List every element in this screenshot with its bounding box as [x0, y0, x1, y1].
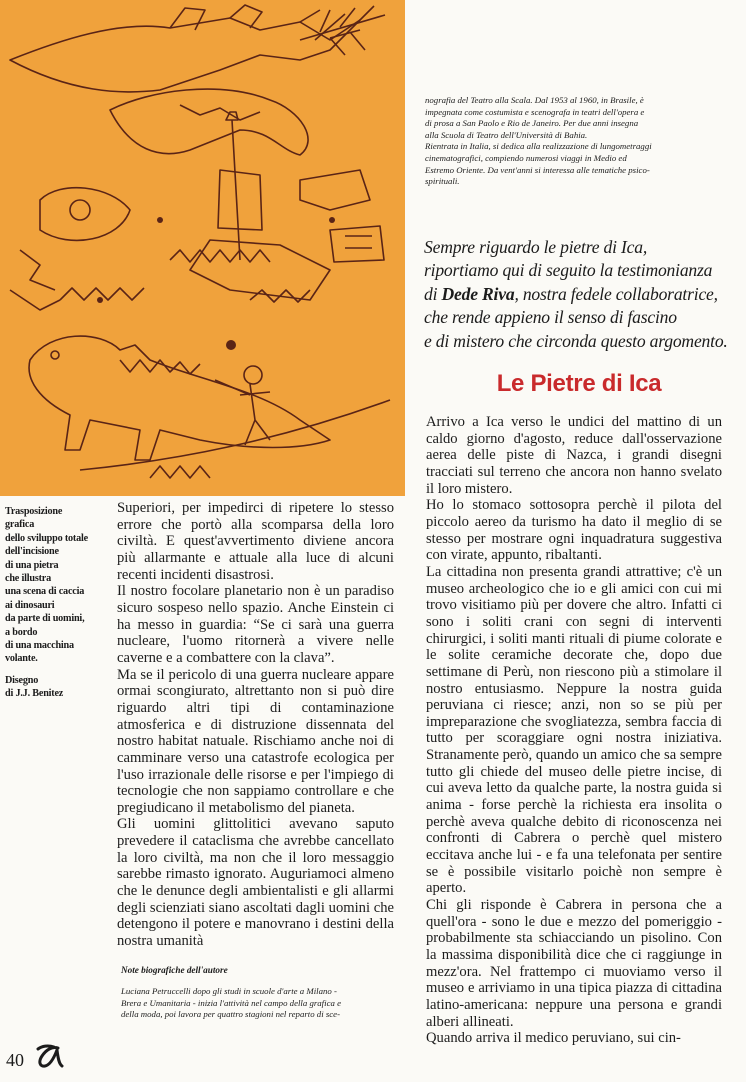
- caption-line: una scena di caccia: [5, 586, 85, 598]
- bio-line: impegnata come costumista e scenografa in teatri dell'opera e: [425, 106, 645, 117]
- bio-line: della moda, poi lavora per quattro stagioni nel reparto di sce-: [121, 1009, 341, 1020]
- paragraph: Il nostro focolare planetario non è un paradiso sicuro sospeso nello spazio. Anche Einstein ci ha messo in guardia: “Se ci sarà una guerra nucleare, l'uomo ritornerà a vivere nelle caverne e a combattere con la clava”.: [117, 583, 394, 666]
- caption-line: volante.: [5, 653, 38, 665]
- intro-line: e di mistero che circonda questo argomento.: [424, 330, 728, 351]
- stone-engraving-illustration: [0, 0, 405, 496]
- intro-line: Sempre riguardo le pietre di Ica,: [424, 237, 648, 257]
- right-text-column: [426, 414, 722, 1047]
- article-title: Le Pietre di Ica: [496, 370, 662, 397]
- bio-line: Luciana Petruccelli dopo gli studi in scuole d'arte a Milano -: [121, 986, 337, 996]
- bio-line: alla Scuola di Teatro dell'Università di Bahia.: [425, 129, 588, 140]
- paragraph: Ma se il pericolo di una guerra nucleare appare ormai scongiurato, altrettanto non si può dire riguardo altri tipi di contaminazione atmosferica e di distruzione dissennata del nostro habitat natuale. Rischiamo anche noi di camminare verso una catastrofe ecologica per l'uso irrazionale delle risorse e per l'impiego di tecnologie che non sappiamo controllare e che pregiudicano il metabolismo del pianeta.: [117, 666, 394, 816]
- caption-line: dello sviluppo totale: [5, 532, 88, 544]
- author-bio: [121, 986, 391, 1021]
- author-bio-continued: [425, 95, 718, 188]
- dinosaur-hunt-drawing: [0, 0, 405, 496]
- bio-line: Estremo Oriente. Da vent'anni si interessa alle tematiche psico-: [425, 164, 650, 175]
- left-text-column: [117, 500, 394, 950]
- paragraph: Arrivo a Ica verso le undici del mattino di un caldo giorno d'agosto, reduce dall'osservazione aerea delle piste di Nazca, i grandi disegni tracciati sul terreno che ancora non hanno svelato il loro mistero.: [426, 414, 722, 497]
- caption-line: di una macchina: [5, 640, 74, 652]
- paragraph: Superiori, per impedirci di ripetere lo stesso errore che portò alla scomparsa della loro civiltà. E quest'avvertimento diviene ancora più allarmante e attuale alla luce di alcuni recenti incidenti disastrosi.: [117, 500, 394, 583]
- caption-line: ai dinosauri: [5, 599, 55, 611]
- intro-line: che rende appieno il senso di fascino: [424, 307, 677, 328]
- bio-heading: Note biografiche dell'autore: [121, 965, 228, 975]
- intro-text: di: [424, 283, 442, 304]
- bio-line: spirituali.: [425, 176, 460, 187]
- page-number: 40: [6, 1050, 24, 1070]
- paragraph: Gli uomini glittolitici avevano saputo prevedere il cataclisma che avrebbe cancellato la loro civiltà, ma non che il loro messaggio sarebbe rimasto ignorato. Auguriamoci almeno che le denunce degli ambientalisti e gli allarmi degli scienziati siano ascoltati dagli uomini che detengono il potere e manovrano i destini della nostra umanità: [117, 816, 394, 950]
- caption-line: dell'incisione: [5, 546, 59, 558]
- intro-line: [424, 283, 734, 306]
- bio-line: Brera e Umanitaria - inizia l'attività nel campo della grafica e: [121, 997, 341, 1008]
- bio-line: cinematografici, compiendo numerosi viaggi in Medio ed: [425, 152, 627, 163]
- paragraph: Quando arriva il medico peruviano, sui cin-: [426, 1030, 681, 1047]
- caption-line: da parte di uomini,: [5, 613, 85, 625]
- caption-line: che illustra: [5, 573, 51, 585]
- collaborator-name: Dede Riva: [441, 283, 515, 304]
- caption-line: a bordo: [5, 626, 38, 638]
- alpha-logo-icon: [32, 1040, 64, 1070]
- caption-credit: Disegno: [5, 674, 39, 686]
- paragraph: La cittadina non presenta grandi attrattive; c'è un museo archeologico che io e gli amici con cui mi trovo visitiamo più per dovere che altro. Infatti ci sono i soliti crani con segni di interventi chirurgici, i soliti manti rituali di piume colorate e le solite ceramiche decorate che, dopo due settimane di Perù, non riescono più a stimolare il nostro entusiasmo. Neppure la nostra guida peruviana ci riesce; anzi, non so se più per impreparazione che svogliatezza, sembra faccia di tutto per scoraggiare ogni nostra iniziativa. Stranamente però, quando un amico che sa sempre tutto gli chiede del museo delle pietre incise, di cui aveva letto da qualche parte, la nostra guida si anima - forse perchè la richiesta era insolita o perchè aveva qualche debito di riconoscenza nei confronti di Cabrera o perchè quel mistero eccitava anche lui - e fa una telefonata per sentire se è possibile visitarlo poichè non sempre è aperto.: [426, 563, 722, 897]
- caption-line: Trasposizione: [5, 506, 63, 517]
- bio-line: nografia del Teatro alla Scala. Dal 1953 al 1960, in Brasile, è: [425, 95, 644, 105]
- intro-text: , nostra fedele collaboratrice,: [514, 283, 718, 304]
- illustration-caption: [5, 505, 97, 701]
- caption-credit: di J.J. Benitez: [5, 688, 64, 700]
- caption-line: di una pietra: [5, 559, 59, 571]
- paragraph: Chi gli risponde è Cabrera in persona che a quell'ora - sono le due e mezzo del pomeriggio - probabilmente sta schiacciando un pisolino. Con la massima disponibilità dice che ci raggiunge in mezz'ora. Nel frattempo ci muoviamo verso il museo e arriviamo in una tipica piazza di cittadina latino-americana: neppure una persona e grandi alberi allineati.: [426, 897, 722, 1030]
- bio-line: Rientrata in Italia, si dedica alla realizzazione di lungometraggi: [425, 141, 652, 152]
- caption-line: grafica: [5, 519, 35, 531]
- bio-line: di prosa a San Paolo e Rio de Janeiro. Per due anni insegna: [425, 118, 639, 129]
- intro-line: riportiamo qui di seguito la testimonianza: [424, 260, 713, 281]
- article-intro: [424, 236, 734, 353]
- paragraph: Ho lo stomaco sottosopra perchè il pilota del piccolo aereo da turismo ha dato il meglio di se stesso per mostrare ogni inquadratura suggestiva con virate, appunto, ribaltanti.: [426, 497, 722, 564]
